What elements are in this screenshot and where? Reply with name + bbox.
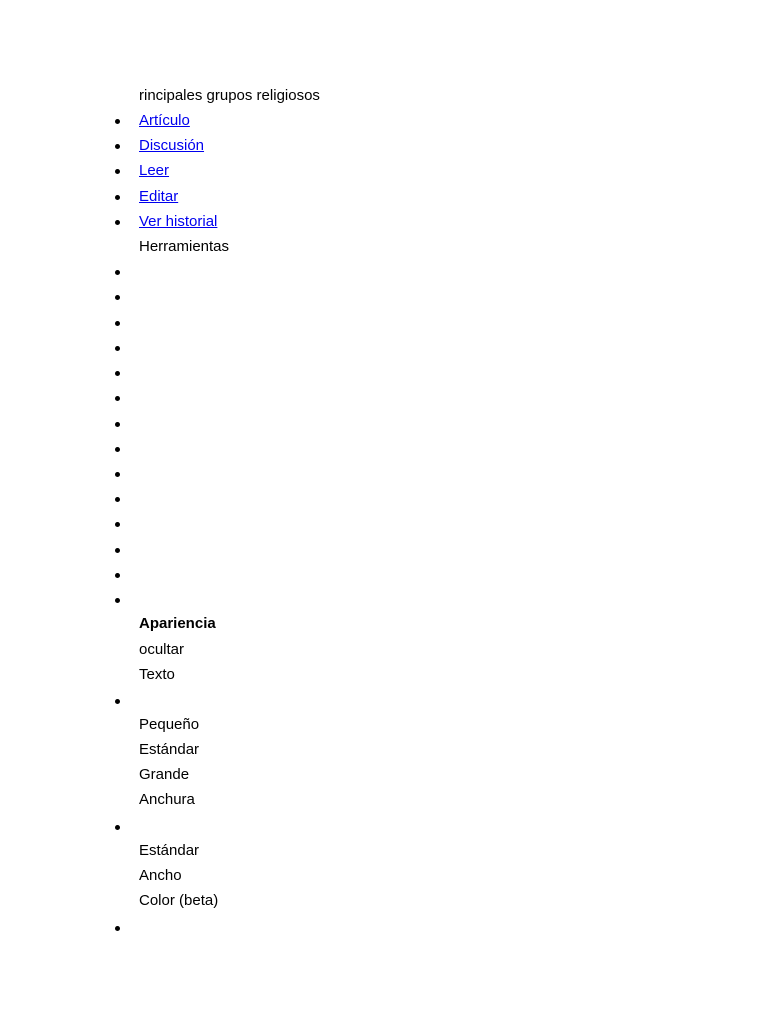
view-article-link[interactable]: Artículo [139,112,190,129]
tools-list-item [115,497,120,502]
list-bullet [115,119,120,124]
tools-list-item [115,321,120,326]
tools-list-item [115,522,120,527]
list-bullet [115,195,120,200]
tools-list-item [115,573,120,578]
view-history-link[interactable]: Ver historial [139,213,218,230]
list-bullet [115,926,120,931]
width-option-wide[interactable]: Ancho [139,867,182,884]
tools-list-item [115,295,120,300]
tools-list-item [115,346,120,351]
list-bullet [115,220,120,225]
text-size-option-standard[interactable]: Estándar [139,741,200,758]
tools-list-item [115,548,120,553]
tools-list-item [115,396,120,401]
width-label: Anchura [139,791,195,808]
list-bullet [115,169,120,174]
list-bullet [115,144,120,149]
view-read-link[interactable]: Leer [139,162,170,179]
text-size-option-small[interactable]: Pequeño [139,716,200,733]
view-edit-link[interactable]: Editar [139,188,179,205]
color-label: Color (beta) [139,892,219,909]
tools-list-item [115,371,120,376]
tools-menu-label[interactable]: Herramientas [139,238,230,255]
width-option-standard[interactable]: Estándar [139,842,200,859]
tools-list-item [115,472,120,477]
appearance-heading: Apariencia [139,615,216,632]
list-bullet [115,825,120,830]
tools-list-item [115,447,120,452]
text-size-option-large[interactable]: Grande [139,766,190,783]
tools-list-item [115,598,120,603]
text-size-label: Texto [139,666,175,683]
tools-list-item [115,270,120,275]
appearance-hide-button[interactable]: ocultar [139,641,185,658]
tools-list-item [115,422,120,427]
list-bullet [115,699,120,704]
page-title-fragment: rincipales grupos religiosos [139,87,320,104]
view-discussion-link[interactable]: Discusión [139,137,205,154]
